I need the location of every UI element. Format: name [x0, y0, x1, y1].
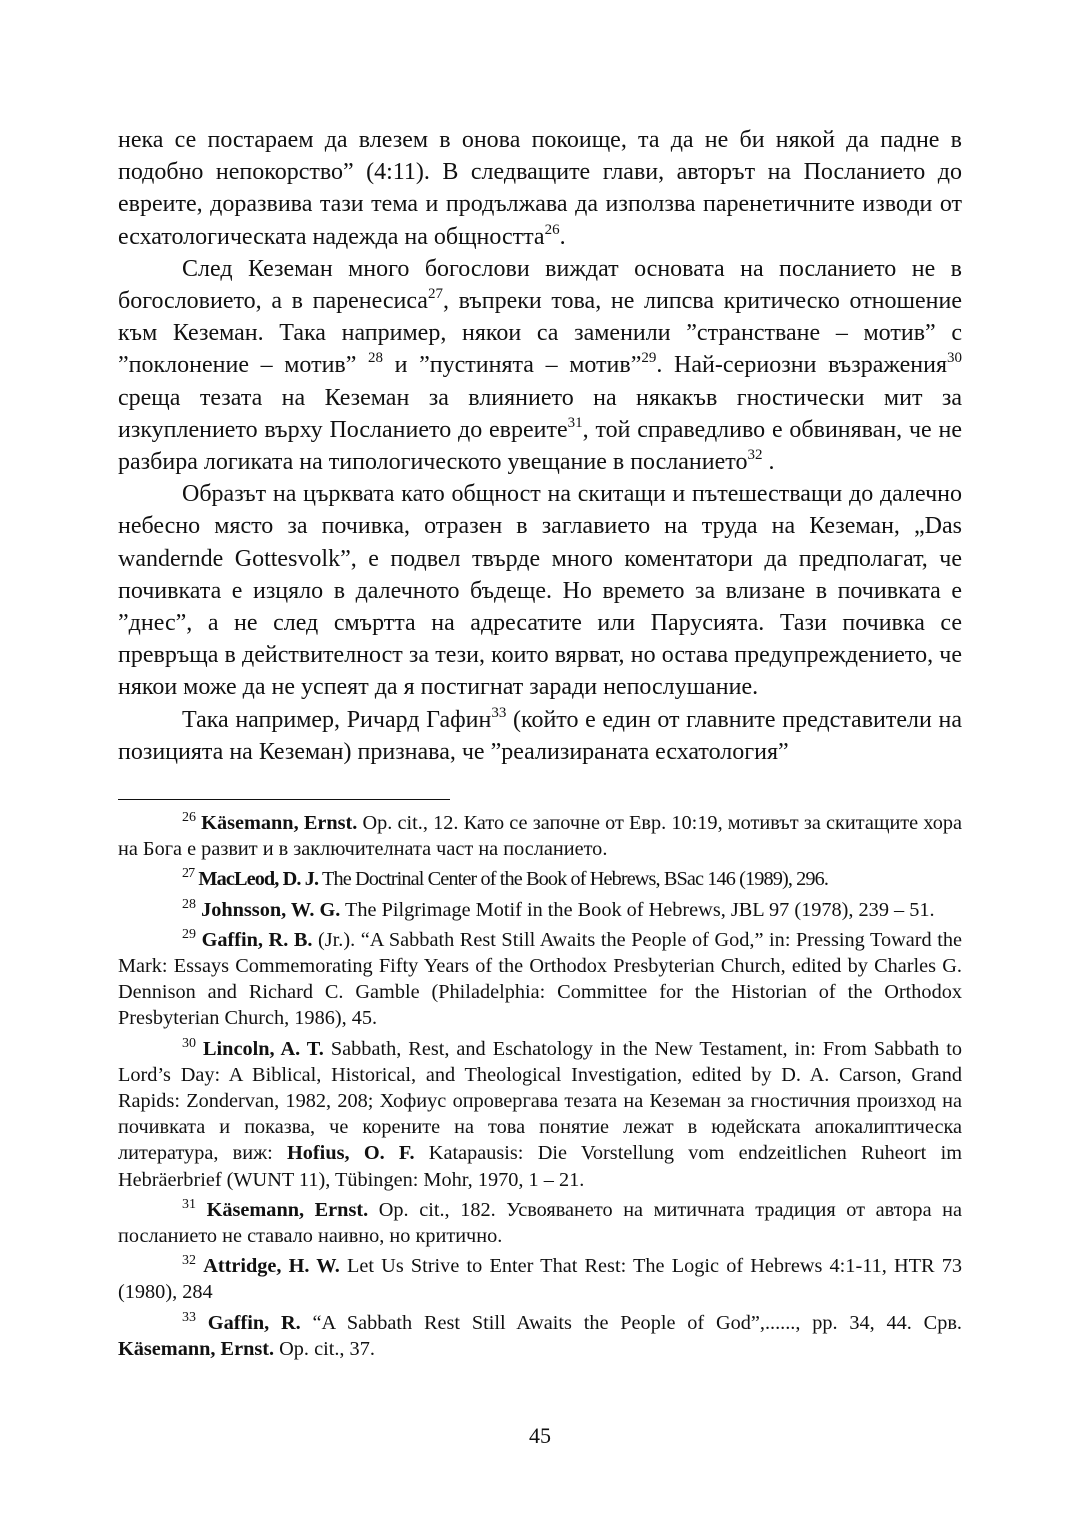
footnote-32: [118, 1253, 962, 1305]
footnote-author: Käsemann, Ernst.: [201, 812, 358, 834]
footnote-ref-32: 32: [747, 447, 763, 464]
footnote-text: Op. cit., 182. Усвояването на митичната традиция от автора на посланието не ставало наивно, но критично.: [118, 1198, 963, 1248]
footnote-number: 31: [182, 1196, 196, 1212]
footnote-ref-29: 29: [641, 350, 657, 367]
footnote-author: Käsemann, Ernst.: [118, 1337, 275, 1360]
footnote-text: Katapausis: Die Vorstellung vom endzeitlichen Ruheort im Hebräerbrief (WUNT 11), Tübingen: Mohr, 1970, 1 – 21.: [118, 1142, 962, 1191]
paragraph-text: . Най-сериозни възражения: [656, 352, 947, 379]
footnote-text: Op. cit., 12. Като се започне от Евр. 10:19, мотивът за скитащите хора на Бога е развит и в заключителната част на посланието.: [118, 812, 962, 861]
footnote-28: [118, 897, 962, 923]
paragraph-text: Така например, Ричард Гафин: [182, 706, 492, 733]
footnote-author: Gaffin, R.: [207, 1311, 301, 1334]
footnote-ref-33: 33: [491, 704, 507, 721]
paragraph-1: [118, 124, 962, 253]
paragraph-text: , той справедливо е обвиняван, че не разбира логиката на типологическото увещание в посланието: [118, 416, 963, 476]
footnote-29: [118, 927, 962, 1032]
footnote-author: MacLeod, D. J.: [198, 868, 319, 891]
paragraph-text: и ”пустинята – мотив”: [383, 352, 642, 379]
footnote-author: Attridge, H. W.: [203, 1255, 340, 1278]
footnote-ref-28: 28: [368, 350, 384, 367]
footnote-number: 30: [182, 1035, 196, 1051]
paragraph-text: нека се постараем да влезем в онова покоище, та да не би някой да падне в подобно непокорство” (4:11). В следващите глави, авторът на Посланието до евреите, доразвива тази тема и продължава да използва паренетичните изводи от есхатологическата надежда на общността: [118, 127, 962, 250]
footnote-author: Käsemann, Ernst.: [206, 1198, 369, 1221]
paragraph-4: [118, 704, 962, 768]
paragraph-text: .: [559, 223, 566, 250]
footnote-number: 26: [182, 810, 196, 825]
footnote-number: 33: [182, 1309, 196, 1325]
footnote-text: Let Us Strive to Enter That Rest: The Logic of Hebrews 4:1-11, HTR 73 (1980), 284: [118, 1255, 962, 1304]
main-text: [118, 124, 962, 768]
paragraph-text: .: [762, 449, 775, 476]
paragraph-2: [118, 253, 962, 478]
footnote-author: Hofius, O. F.: [287, 1142, 415, 1165]
footnote-text: The Pilgrimage Motif in the Book of Hebrews, JBL 97 (1978), 239 – 51.: [340, 898, 935, 921]
paragraph-3: [118, 478, 962, 703]
paragraph-text: (който е един от главните представители на позицията на Кеземан) признава, че ”реализираната есхатология”: [118, 706, 963, 765]
footnote-author: Gaffin, R. B.: [201, 928, 313, 951]
footnote-ref-26: 26: [544, 221, 560, 238]
footnote-31: [118, 1197, 962, 1249]
footnote-number: 27: [182, 866, 195, 882]
footnote-27: [118, 866, 962, 892]
footnote-text: Sabbath, Rest, and Eschatology in the New Testament, in: From Sabbath to Lord’s Day: A Biblical, Historical, and Theological Investigation, edited by D. A. Carson, Grand Rapids: Zondervan, 1982, 208; Хофиус опровергава тезата на Кеземан за гностичния произход на почивката и показва, че корените на това понятие лежат в юдейската апокалиптическа литература, виж:: [118, 1037, 962, 1165]
paragraph-text: След Кеземан много богослови виждат основата на посланието не в богословието, а в паренесиса: [118, 255, 962, 315]
footnote-ref-31: 31: [567, 414, 583, 431]
footnote-number: 29: [182, 926, 196, 942]
paragraph-text: Образът на църквата като общност на скитащи и пътешестващи до далечно небесно място за почивка, отразен в заглавието на труда на Кеземан, „Das wandernde Gottesvolk”, е подвел твърде много коментатори да предполагат, че почивката е изцяло в далечното бъдеще. Но времето за влизане в почивката е ”днес”, а не след смъртта на адресатите или Парусията. Тази почивка се превръща в действителност за тези, които вярват, но остава предупреждението, че някои може да не успеят да я постигнат заради непослушание.: [118, 481, 962, 701]
paragraph-text: среща тезата на Кеземан за влиянието на някакъв гностически мит за изкуплението върху Посланието до евреите: [118, 384, 962, 443]
footnote-26: [118, 810, 962, 862]
page-number: 45: [529, 1423, 551, 1448]
footnote-30: [118, 1036, 962, 1193]
paragraph-text: , въпреки това, не липсва критическо отношение към Кеземан. Така например, някои са заменили ”странстване – мотив” с ”поклонение – мотив”: [118, 288, 962, 379]
footnote-number: 28: [182, 896, 196, 912]
footnote-author: Lincoln, A. T.: [203, 1037, 324, 1060]
footnote-number: 32: [182, 1253, 196, 1269]
footnote-33: [118, 1310, 962, 1362]
footnote-author: Johnsson, W. G.: [201, 898, 341, 921]
footnote-text: “A Sabbath Rest Still Awaits the People of God”,......, pp. 34, 44. Срв.: [300, 1311, 962, 1334]
footnotes: [118, 810, 962, 1366]
footnote-ref-27: 27: [427, 286, 443, 303]
footnote-text: Op. cit., 37.: [274, 1337, 375, 1360]
footnote-separator: [118, 799, 450, 800]
footnote-text: (Jr.). “A Sabbath Rest Still Awaits the People of God,” in: Pressing Toward the Mark: Essays Commemorating Fifty Years of the Orthodox Presbyterian Church, edited by Charles G. Dennison and Richard C. Gamble (Philadelphia: Committee for the Historian of the Orthodox Presbyterian Church, 1986), 45.: [118, 928, 962, 1030]
footnote-ref-30: 30: [947, 350, 962, 367]
footnote-text: The Doctrinal Center of the Book of Hebrews, BSac 146 (1989), 296.: [318, 868, 829, 891]
